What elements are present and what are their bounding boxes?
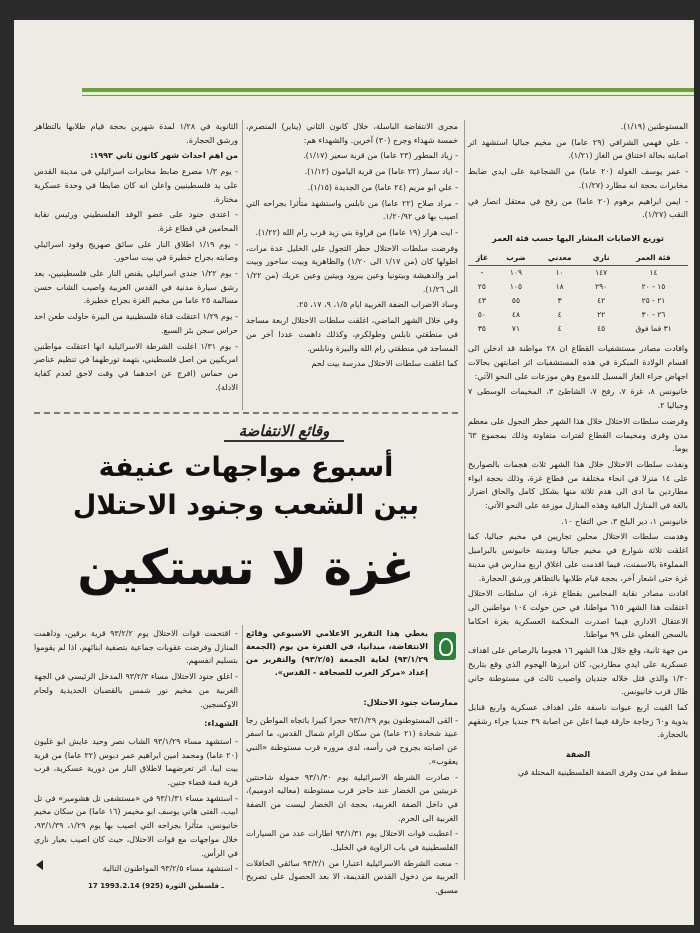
section-heading: ممارسات جنود الاحتلال:: [363, 698, 458, 707]
paragraph: - القى المستوطنون يوم ٩٣/١/٢٩ حجرا كبيرا باتجاه المواطن رجا عبيد شحادة (٢١ عاما) من سكان الرام شمال القدس، ما اسفر عن اصابته بجروح في رأسه، لدى مروره قرب مستوطنة «النبي يعقوب».: [246, 715, 458, 766]
table-cell: ٤٢: [597, 296, 606, 306]
paragraph: - اعطبت قوات الاحتلال يوم ٩٣/١/٣١ اطارات عدد من السيارات الفلسطينية في باب الزاوية في الخليل.: [246, 829, 458, 853]
column-divider: [242, 120, 243, 410]
paragraph: - عمر يوسف الغولة (٢٠ عاما) من الشجاعية على ايدي ضابط مخابرات بحجة انه مطارد (١/٢٧).: [468, 167, 688, 190]
paragraph: - يوم ١/٣ مصرع ضابط مخابرات اسرائيلي في مدينة القدس على يد فلسطينيين واعلن انه كان ضابطا في وحدة عسكرية مختارة.: [34, 167, 238, 204]
table-cell: ٤: [557, 324, 562, 334]
paragraph: وفرضت سلطات الاحتلال حظر التجول على الخليل عدة مرات، اطولها كان (من ١/١٧ الى ١/٢٠) والظاهرية وبيت ساحور وبيت امر والدهيشة وبيتونيا وعين يبرود وبيتين وعين عريك (من ١/٢٢ الى ١/٢٦).: [246, 243, 458, 294]
table-cell: ٤٥: [597, 324, 606, 334]
paragraph: - يوم ١/١٩ اطلاق النار على سائق صهريج وقود اسرائيلي وصابته بجراح خطيرة في بيت ساحور.: [34, 239, 239, 263]
paragraph: من جهة ثانية، وقع خلال هذا الشهر ١٦ هجوما بالرصاص على اهداف عسكرية على ايدي مطاردين، كان ابرزها الهجوم الذي وقع بتاريخ ١/٣٠ والذي قتل خلاله جنديان واصيب ثالث في مستوطنة جاني طال قرب خانيونس.: [468, 646, 688, 697]
report-intro: [246, 627, 428, 681]
paragraph: - اياد سمار (٢٢ عاما) من قرية اليامون (١/١٢).: [304, 167, 458, 177]
section-heading: الشهداء:: [204, 719, 238, 729]
column-middle: [246, 120, 458, 415]
table-header-cell: معدني: [536, 250, 583, 266]
paragraph: - استشهد مساء ٩٣/٢/٥ المواطنون التالية: [102, 864, 238, 874]
table-cell: ٣٥: [477, 324, 486, 334]
top-green-rule-thin: [82, 95, 694, 96]
table-cell: ١٠٩: [509, 268, 522, 278]
table-cell: ١٤٧: [595, 268, 608, 278]
table-cell: ٢٢: [597, 310, 606, 320]
table-cell: ٧١: [511, 324, 520, 334]
continue-arrow-icon: [36, 860, 43, 870]
paragraph: وفرضت سلطات الاحتلال خلال هذا الشهر حظر التجول على معظم مدن وقرى ومخيمات القطاع لفترات متفاوتة وذلك بمجموع ٦٣ يوما.: [468, 416, 688, 454]
column-left: [34, 120, 238, 415]
table-cell: ٢٥: [477, 282, 486, 292]
table-cell: ١٤: [649, 268, 658, 278]
table-cell: ٣: [557, 296, 562, 306]
paragraph: وافادت مصادر مستشفيات القطاع ان ٢٨ مواطنة قد ادخلن الى اقسام الولادة المبكرة في هذه المستشفيات اثر اصابتهن بحالات اجهاض جراء الغاز المسيل للدموع وهن موزعات على النحو الآتي:: [468, 344, 689, 381]
paragraph: - اغلق جنود الاحتلال مساء ٩٣/٢/٣ المدخل الرئيسي في الجهة الغربية من مخيم نور شمس بالقضبان الحديدية ولحام الاوكسجين.: [34, 672, 238, 709]
column-divider: [464, 120, 465, 880]
table-cell: ٤: [557, 310, 562, 320]
headline-separator: [34, 412, 458, 414]
paragraph: سقط في مدن وقرى الضفة الفلسطينية المحتلة في: [517, 767, 688, 777]
table-header-cell: ناري: [583, 250, 619, 266]
paragraph: - علي فهمي الشرافي (٢٩ عاما) من مخيم جباليا استشهد اثر اصابته بحالة اختناق من الغاز (١/٢١).: [468, 137, 689, 161]
paragraph: من اهم احداث شهر كانون ثاني ١٩٩٣:: [90, 151, 238, 161]
paragraph: الثانوية في ١/٢٨ لمدة شهرين بحجة قيام طلابها بالتظاهر ورشق الحجارة.: [34, 122, 238, 145]
paragraph: افادت مصادر نقابة المحامين بقطاع غزة، ان سلطات الاحتلال اعتقلت هذا الشهر ٦١٥ مواطنا، في حين حولت ١٠٤ مواطنين الى الاعتقال الاداري فيما اصدرت المحكمة العسكرية بغزة احكاما بالسجن الفعلي على ٩٩ مواطنا.: [468, 589, 688, 640]
kicker-title: وقائع الانتفاضة: [224, 422, 344, 442]
top-green-rule: [82, 88, 694, 92]
paragraph: - اعتدى جنود على عضو الوفد الفلسطيني ورئيس نقابة المحامين في قطاع غزة.: [34, 210, 238, 233]
paragraph: - ايمن ابراهيم برهوم (٢٠ عاما) من رفح في معتقل انصار في النقب (١/٢٧).: [468, 196, 688, 220]
column-bottom-middle: [246, 690, 459, 896]
column-bottom-left: [34, 627, 238, 877]
table-cell: ٤٣: [477, 296, 486, 306]
agency-logo: [434, 632, 456, 660]
paragraph: خانيونس ١، دير البلح ٣، حي التفاح ١٠.: [561, 516, 688, 526]
headline-main: غزة لا تستكين: [77, 540, 415, 596]
table-header-row: [468, 250, 688, 266]
table-cell: ١٠٥: [509, 282, 522, 292]
report-intro-text: يغطي هذا التقرير الاعلامي الاسبوعي وقائع الانتفاضة، ميدانيا، في الفترة من يوم (الجمعة ٩٣/١/٢٩) لغاية الجمعة (٩٣/٢/٥) والتقرير من إعداد «مركز العرب للصحافة - القدس».: [246, 629, 428, 677]
paragraph: - صادرت الشرطة الاسرائيلية يوم ٩٣/١/٣٠ حمولة شاحنتين عربيتين من الخضار عند حاجز قرب مستوطنة (معاليه ادوميم)، في داخل الضفة الغربية، بحجة ان الخضار ليست من الضفة الغربية الى الحرم.: [246, 772, 459, 823]
paragraph: - يوم ١/٢٢ جندي اسرائيلي يقنص النار على فلسطينيين، بعد رشق سيارة مدنية في القدس العربية واصيب الشاب حسن مسالمة ٢٥ عاما من مخيم الغزة بجراح خطيرة.: [34, 269, 238, 306]
paragraph: مجرى الانتفاضة الباسلة، خلال كانون الثاني (يناير) المنصرم، خمسة شهداء وجرح (٣٠) آخرين. والشهداء هم:: [246, 122, 458, 145]
paragraph: وهدمت سلطات الاحتلال محلين تجاريين في مخيم جباليا، كما اغلقت ثلاثة شوارع في مخيم جباليا ومدينة خانيونس بالبراميل المملوءة بالاسمنت، فيما اقدمت على اغلاق اربع مدارس في مدينة غزة حتى اشعار آخر، بحجة قيام طلابها بالتظاهر ورشق الحجارة.: [468, 532, 688, 583]
table-row: [468, 294, 688, 308]
paragraph: كما اغلقت سلطات الاحتلال مدرسة بيت لحم: [311, 359, 458, 369]
paragraph: - يوم ١/٣١ اعلنت الشرطة الاسرائيلية انها اعتقلت مواطنين امريكيين من اصل فلسطيني، بتهمة تورطهما في تنظيم عناصر من حماس (افرج عن احدهما في وقت لاحق لعدم كفاية الادلة).: [34, 341, 238, 392]
paragraph: - استشهد مساء ٩٣/١/٢٩ الشاب نصر وحيد عايش ابو غليون (٢٠ عاما) ومحمد امين ابراهيم عمر دبوس (٢٢ عاما) من قرية بيت ايبا، اثر تعرضهما لاطلاق النار من دورية عسكرية، قرب قرية قمة قضاء جنين.: [34, 736, 239, 788]
table-cell: ٢١ - ٢٥: [641, 296, 666, 306]
headline-line-1: أسبوع مواجهات عنيفة: [98, 452, 394, 483]
table-row: [468, 322, 688, 336]
table-cell: ١٠: [555, 268, 564, 278]
paragraph: كما القيت اربع عبوات ناسفة على اهداف عسكرية واربع قنابل يدوية و٦٠ زجاجة حارقة فيما اعلن عن اصابة ٣٩ جنديا جراء رشقهم بالحجارة.: [468, 702, 688, 740]
headline-line-2: بين الشعب وجنود الاحتلال: [72, 490, 420, 521]
paragraph: - يوم ١/٢٩ اعتقلت قناة فلسطينية من البيرة حاولت طعن احد حراس سجن بئر السبع.: [34, 312, 238, 335]
table-row: [468, 280, 688, 294]
table-cell: ٥٥: [511, 296, 520, 306]
table-header-cell: غاز: [468, 250, 496, 266]
paragraph: - ايت هرار (١٩ عاما) من قراوة بني زيد قرب رام الله (١/٢٢).: [255, 227, 458, 237]
table-cell: ٥٠: [477, 310, 486, 320]
table-cell: ٣١ فما فوق: [635, 324, 672, 334]
column-divider: [242, 625, 243, 880]
magazine-page: [14, 20, 694, 925]
table-cell: ١٨: [555, 282, 564, 292]
paragraph: وساد الاضراب الضفة الغربية ايام ١/٥، ٩، ١٧، ٢٥.: [296, 300, 458, 310]
table-cell: ٢٦ - ٣٠: [641, 310, 666, 320]
table-row: [468, 266, 688, 281]
page-footer: 17 ـ فلسطين الثورة (925) 1993.2.14: [88, 882, 224, 890]
paragraph: ونفذت سلطات الاحتلال خلال هذا الشهر ثلاث هجمات بالصواريخ على ١٤ منزلا في انحاء مختلفة من قطاع غزة، وذلك بحجة ايواء مطاردين ما ادى الى هدم ثلاثة منها بشكل كامل والحاق اضرار بالغة في المنازل الباقية وهذه المنازل موزعة على النحو الآتي:: [468, 459, 688, 511]
paragraph: خانيونس ٨، غزة ٧، رفح ٧، الشاطئ ٣، المخيمات الوسطى ٧ وجباليا ٢.: [468, 387, 688, 411]
paragraph: - زياد المطور (٢٣ عاما) من قرية سعير (١/١٧).: [303, 151, 458, 161]
table-cell: ١٥ - ٢٠: [641, 282, 666, 292]
paragraph: وفي خلال الشهر الماضي، اغلقت سلطات الاحتلال اربعة مساجد في منطقتي نابلس وطولكرم، وكذلك داهمت عددا آخر من المساجد في منطقتي رام الله والبيرة ونابلس.: [246, 316, 458, 353]
paragraph: المستوطنين (١/١٩).: [620, 122, 688, 131]
section-heading: الضفة: [565, 750, 591, 760]
paragraph: - علي ابو مريم (٢٤ عاما) من الجديدة (١/١٥).: [307, 182, 458, 192]
paragraph: - مراد صلاح (٢٢ عاما) من نابلس واستشهد متأثرا بجراحه التي اصيب بها في ١/٢٠/٩٢.: [246, 198, 458, 222]
paragraph: - منعت الشرطة الاسرائيلية اعتبارا من ٩٣/٢/١ سائقي الحافلات العربية من دخول القدس القديمة، الا بعد الحصول على تصريح مسبق.: [246, 858, 459, 896]
column-right: [468, 120, 688, 870]
table-header-cell: فئة العمر: [619, 250, 688, 266]
table-cell: ٤٨: [511, 310, 520, 320]
injuries-table: [468, 250, 688, 337]
paragraph: - اقتحمت قوات الاحتلال يوم ٩٣/٢/٢ قرية برقين، وداهمت المنازل وفرضت عقوبات جماعية بتصفية ابنائهم، اذا لم يقوموا بتسليم انفسهم.: [34, 629, 239, 666]
table-row: [468, 308, 688, 322]
table-cell: ٢٩٠: [595, 282, 608, 292]
paragraph: - استشهد مساء ٩٣/١/٣١ في «مستشفى تل هشومير» في تل ابيب، الفتى هاني يوسف ابو مخيمر (١٦ عاما) من سكان مخيم خانيونس، متأثرا بجراحه التي اصيب بها يوم ١/٢٩، ٩٣/١/٣٩، خلال مواجهات مع قوات الاحتلال، حيث كان اصيب بعيار ناري في الرأس.: [34, 793, 239, 858]
table-cell: -: [480, 268, 484, 278]
table-header-cell: ضرب: [496, 250, 536, 266]
table-title: توزيع الاصابات المشار اليها حسب فئة العمر: [492, 233, 664, 243]
